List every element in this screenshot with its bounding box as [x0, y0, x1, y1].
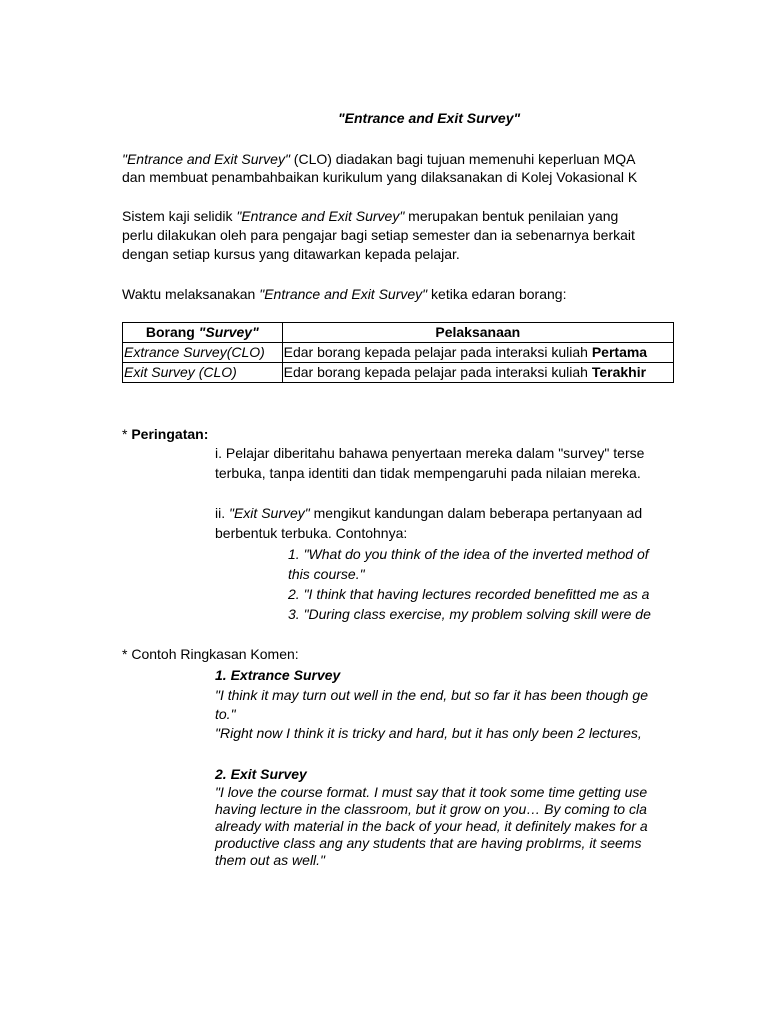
- intro-p2-rest: merupakan bentuk penilaian yang: [404, 208, 619, 224]
- exit-comment: already with material in the back of your head, it definitely makes for a: [215, 818, 648, 834]
- borang-table: [122, 322, 674, 383]
- example-question: 2. "I think that having lectures recorded benefitted me as a: [288, 586, 650, 602]
- intro-p2-line2: perlu dilakukan oleh para pengajar bagi setiap semester dan ia sebenarnya berkait: [122, 227, 635, 243]
- peringatan-heading: [122, 425, 208, 443]
- header-borang-italic: "Survey": [198, 324, 259, 340]
- peringatan-star: *: [122, 426, 132, 442]
- entrance-comment: to.": [215, 706, 236, 722]
- cell-bold: Terakhir: [591, 364, 647, 380]
- intro-p1-line1: [122, 150, 635, 168]
- exit-comment: them out as well.": [215, 852, 326, 868]
- exit-comment: "I love the course format. I must say that it took some time getting use: [215, 784, 648, 800]
- table-header-borang: [123, 323, 283, 343]
- document-title: "Entrance and Exit Survey": [338, 110, 521, 126]
- intro-p1-line2: dan membuat penambahbaikan kurikulum yang dilaksanakan di Kolej Vokasional K: [122, 169, 638, 185]
- peringatan-ii-line2: berbentuk terbuka. Contohnya:: [215, 525, 408, 541]
- peringatan-ii-line1: [215, 504, 642, 522]
- intro-p2-line1: [122, 207, 618, 225]
- intro-p2-pre: Sistem kaji selidik: [122, 208, 237, 224]
- table-cell-borang: Exit Survey (CLO): [123, 363, 283, 383]
- survey-name-italic: "Entrance and Exit Survey": [236, 208, 405, 224]
- cell-bold: Pertama: [591, 344, 648, 360]
- table-cell-pelaksanaan: [282, 343, 673, 363]
- cell-desc: Edar borang kepada pelajar pada interaksi kuliah: [283, 364, 592, 380]
- table-cell-borang: Extrance Survey(CLO): [123, 343, 283, 363]
- intro-p1-line1-text: (CLO) diadakan bagi tujuan memenuhi keperluan MQA: [289, 151, 636, 167]
- contoh-heading: * Contoh Ringkasan Komen:: [122, 646, 299, 662]
- survey-name-italic: "Entrance and Exit Survey": [122, 151, 290, 167]
- exit-comment: productive class ang any students that are having probIrms, it seems: [215, 835, 642, 851]
- entrance-survey-heading: 1. Extrance Survey: [215, 667, 341, 683]
- survey-name-italic: "Entrance and Exit Survey": [259, 286, 428, 302]
- peringatan-i-line1: i. Pelajar diberitahu bahawa penyertaan mereka dalam "survey" terse: [215, 445, 645, 461]
- exit-survey-italic: "Exit Survey": [229, 505, 310, 521]
- intro-p2-line3: dengan setiap kursus yang ditawarkan kepada pelajar.: [122, 246, 460, 262]
- intro-p3-pre: Waktu melaksanakan: [122, 286, 260, 302]
- example-question: 1. "What do you think of the idea of the inverted method of: [288, 546, 649, 562]
- peringatan-heading-text: Peringatan:: [131, 426, 209, 442]
- example-question: this course.": [288, 566, 365, 582]
- table-cell-pelaksanaan: [282, 363, 673, 383]
- cell-desc: Edar borang kepada pelajar pada interaksi kuliah: [283, 344, 592, 360]
- header-borang-pre: Borang: [145, 324, 199, 340]
- entrance-comment: "I think it may turn out well in the end, but so far it has been though ge: [215, 687, 649, 703]
- table-row: [123, 363, 674, 383]
- peringatan-ii-rest: mengikut kandungan dalam beberapa pertanyaan ad: [309, 505, 643, 521]
- table-header-row: [123, 323, 674, 343]
- peringatan-ii-pre: ii.: [215, 505, 229, 521]
- peringatan-i-line2: terbuka, tanpa identiti dan tidak mempengaruhi pada nilaian mereka.: [215, 465, 641, 481]
- intro-p3: [122, 285, 566, 303]
- intro-p3-rest: ketika edaran borang:: [427, 286, 567, 302]
- exit-survey-heading: 2. Exit Survey: [215, 766, 307, 782]
- exit-comment: having lecture in the classroom, but it grow on you… By coming to cla: [215, 801, 647, 817]
- entrance-comment: "Right now I think it is tricky and hard, but it has only been 2 lectures,: [215, 725, 642, 741]
- table-header-pelaksanaan: Pelaksanaan: [282, 323, 673, 343]
- table-row: [123, 343, 674, 363]
- example-question: 3. "During class exercise, my problem solving skill were de: [288, 606, 651, 622]
